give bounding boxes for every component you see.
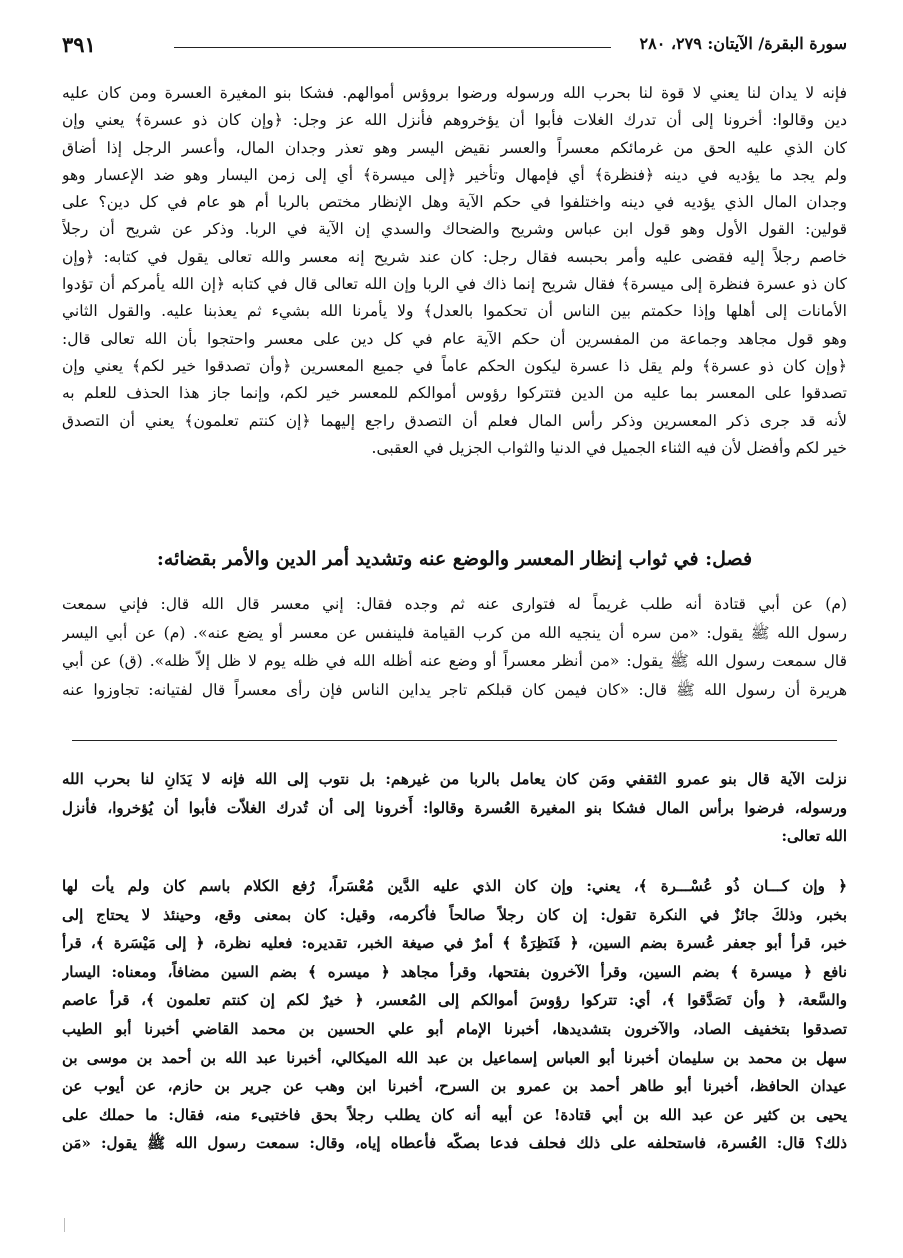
text-line: نزلت الآية قال بنو عمرو الثقفي ومَن كان يعامل بالربا من غيرهم: بل نتوب إلى الله فإنه لا يَدَانِ لنا بحرب الله — [62, 770, 847, 788]
footnote-commentary — [62, 872, 847, 1158]
running-title: سورة البقرة/ الآيتان: ٢٧٩، ٢٨٠ — [639, 34, 847, 53]
text-line: هريرة أن رسول الله ﷺ قال: «كان فيمن كان قبلكم تاجر يداين الناس فإن رأى معسراً قال لفتيانه: تجاوزوا عنه — [62, 680, 847, 699]
text-line: ورسوله، فرضوا برأس المال فشكا بنو المغيرة العُسرة وقالوا: أَخرونا إلى أن تُدرك الغلاّت فأبوا أن يُؤخروا، فأنزل — [62, 798, 847, 817]
text-line: الله تعالى: — [781, 827, 847, 845]
text-line: خير لكم وأفضل لأن فيه الثناء الجميل في الدنيا والثواب الجزيل في العقبى. — [371, 438, 847, 457]
text-line: ذلك؟ قال: العُسرة، فاستحلفه على ذلك فحلف فدعا بصكّه فأعطاه إياه، وقال: سمعت رسول الله ﷺ يقول: «مَن — [62, 1134, 847, 1153]
text-line: وجدان المال الذي يؤديه في دينه واختلفوا في حكم الآية وهل الإنظار مختص بالربا أم هو عام في كل دين؟ على — [62, 193, 847, 212]
hadith-block — [62, 590, 847, 704]
text-line: الأمانات إلى أهلها وإذا حكمتم بين الناس أن تحكموا بالعدل﴾ ولا يأمرنا الله بشيء ثم يعذبنا عليه. والقول الثاني — [62, 302, 847, 321]
main-commentary — [62, 80, 847, 462]
text-line: خاصم رجلاً إليه فقضى عليه وأمر بحبسه فقال رجل: كان عند شريح إنه معسر والله تعالى يقول في كتابه: ﴿وإن — [62, 247, 847, 266]
text-line: قولين: القول الأول وهو قول ابن عباس وشريح والضحاك والسدي إن الآية في الربا. وذكر عن شريح أن رجلاً — [62, 220, 847, 239]
text-line: (م) عن أبي قتادة أنه طلب غريماً له فتوارى عنه ثم وجده فقال: إني معسر قال الله قال: فإني سمعت — [62, 595, 847, 613]
text-line: تصدقوا بتخفيف الصاد، والآخرون بتشديدها، أخبرنا الإمام أبو علي الحسين بن محمد القاضي أخبرنا أبو الطيب — [62, 1019, 847, 1038]
text-line: قال سمعت رسول الله ﷺ يقول: «من أنظر معسراً أو وضع عنه أظله الله في ظله يوم لا ظل إلاّ ظله». (ق) عن أبي — [62, 652, 847, 670]
text-line: ﴿وإن كان ذو عسرة﴾ ولم يقل ذا عسرة ليكون الحكم عاماً في جميع المعسرين ﴿وأن تصدقوا خير لكم﴾ يعني وإن — [62, 356, 847, 375]
page-header — [62, 32, 847, 58]
section-heading: فصل: في ثواب إنظار المعسر والوضع عنه وتشديد أمر الدين والأمر بقضائه: — [156, 548, 753, 570]
text-line: رسول الله ﷺ يقول: «من سره أن ينجيه الله من كرب القيامة فلينفس عن معسر أو يضع عنه». (م) عن أبي اليسر — [62, 623, 847, 642]
footnote-block — [62, 765, 847, 851]
text-line: تصدقوا على المعسر بما عليه من الدين فتتركوا رؤوس أموالكم للمعسر خير لكم، وإنما جاز هذا الحذف للعلم به — [62, 384, 847, 403]
text-line: والسَّعة، ﴿ وأن تَصَدَّقوا ﴾، أي: تتركوا رؤوسَ أموالكم إلى المُعسر، ﴿ خيرٌ لكم إن كنتم تعلمون ﴾، قرأ عاصم — [62, 991, 847, 1010]
page-number: ٣٩١ — [62, 32, 96, 57]
footnote-divider — [72, 740, 837, 741]
text-line: يحيى بن كثير عن عبد الله بن أبي قتادة! عن أبيه أنه كان يطلب رجلاً بحق فاختبىء منه، فقال: ما حملك على — [62, 1105, 847, 1124]
text-line: خبر، قرأ أبو جعفر عُسرة بضم السين، ﴿ فَنَظِرَةٌ ﴾ أمرٌ في صيغة الخبر، تقديره: فعليه نظرة، ﴿ إلى مَيْسَرة ﴾، قرأ — [62, 934, 847, 953]
text-line: عيدان الحافظ، أخبرنا أبو طاهر أحمد بن عمرو بن السرح، أخبرنا ابن وهب عن جرير بن حازم، عن أيوب عن — [62, 1077, 847, 1096]
text-line: وهو قول مجاهد وجماعة من المفسرين أن حكم الآية عام في كل دين على معسر واحتجوا بأن الله تعالى قال: — [62, 329, 847, 348]
text-line: ولم يجد ما يؤديه في دينه ﴿فنظرة﴾ أي فإمهال وتأخير ﴿إلى ميسرة﴾ أي إلى زمن اليسار وهو ضد الإعسار وهو — [62, 165, 847, 184]
text-line: بخبر، وذلكَ جائزٌ في النكرة تقول: إن كان رجلاً صالحاً فأكرمه، وقيل: كان بمعنى وقع، وحينئذ لا يحتاج إلى — [62, 905, 847, 924]
text-line: ﴿ وإن كـــان ذُو عُسْـــرة ﴾، يعني: وإن كان الذي عليه الدَّين مُعْسَراً، رُفع الكلام باسم كان ولم يأت لها — [62, 877, 847, 895]
text-line: كان ذو عسرة فنظرة إلى ميسرة﴾ فقال شريح إنما ذاك في الربا وإن الله تعالى قال في كتابه ﴿إن الله يأمركم أن تؤدوا — [62, 275, 847, 294]
scan-edge-mark — [64, 1218, 75, 1232]
text-line: دين وقالوا: أخرونا إلى أن تدرك الغلات فأبوا أن يؤخروهم فأنزل الله عز وجل: ﴿وإن كان ذو عسرة﴾ يعني وإن — [62, 111, 847, 130]
text-line: سهل بن محمد بن سليمان أخبرنا أبو العباس إسماعيل بن عبد الله الميكالي، أخبرنا عبد الله بن أحمد بن موسى بن — [62, 1048, 847, 1067]
text-line: فإنه لا يدان لنا يعني لا قوة لنا بحرب الله ورسوله ورضوا بروؤس أموالهم. فشكا بنو المغيرة العسرة ومن كان عليه — [62, 84, 847, 102]
text-line: كان الذي عليه الحق من غرمائكم معسراً والعسر نقيض اليسر وهو تعذر وجدان المال، وأعسر الرجل إذا أضاق — [62, 138, 847, 157]
text-line: لأنه قد جرى ذكر المعسرين وذكر رأس المال فعلم أن التصدق راجع إليهما ﴿إن كنتم تعلمون﴾ يعني أن التصدق — [62, 411, 847, 430]
header-rule — [174, 47, 611, 48]
text-line: نافع ﴿ ميسرة ﴾ بضم السين، وقرأ الآخرون بفتحها، وقرأ مجاهد ﴿ ميسره ﴾ بضم السين مضافاً، ومعناه: اليسار — [62, 962, 847, 981]
